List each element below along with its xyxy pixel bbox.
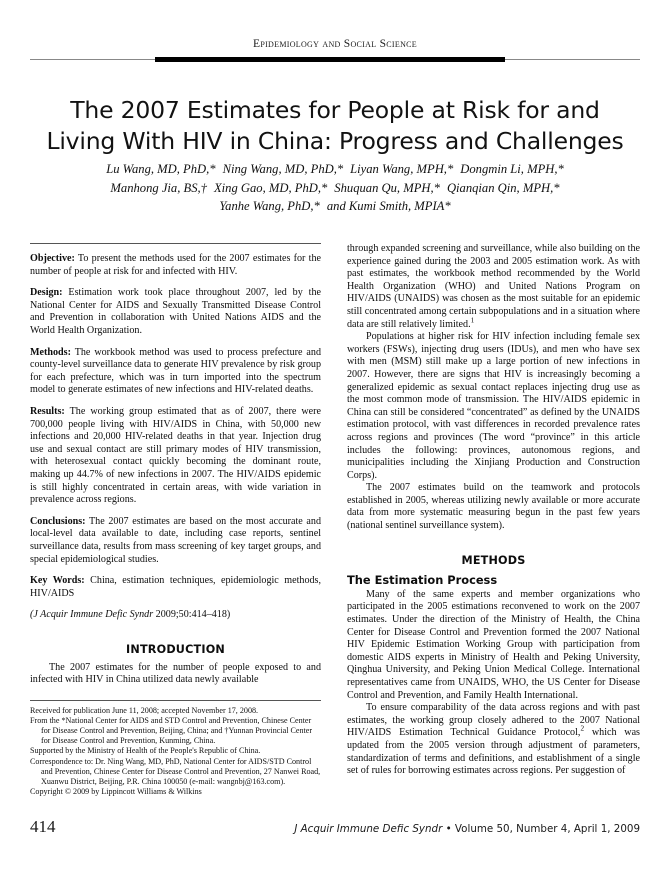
abstract-results-label: Results: — [30, 406, 65, 418]
article-citation — [30, 609, 321, 622]
right-column — [347, 243, 640, 778]
abstract-design-label: Design: — [30, 287, 63, 299]
citation-journal: (J Acquir Immune Defic Syndr — [30, 609, 154, 621]
abstract-objective — [30, 253, 321, 278]
right-paragraph-continuation — [347, 243, 640, 331]
abstract-objective-text: To present the methods used for the 2007 estimates for the number of people at risk for and infected with HIV. — [30, 253, 321, 277]
running-head: Epidemiology and Social Science — [253, 38, 417, 50]
abstract-objective-label: Objective: — [30, 253, 75, 265]
abstract-methods-text: The workbook method was used to process prefecture and county-level surveillance data to generate HIV prevalence by risk group for each prefecture, which was in turn imported into the spectrum model to generate estimates of new infections and HIV-related deaths. — [30, 346, 322, 396]
right-paragraph-4: Many of the same experts and member organizations who participated in the 2005 estimations reconvened to work on the 2007 estimates. Under the direction of the Ministry of Health, the China Center for Disease Control and Prevention formed the 2007 National HIV Epidemic Estimation Working Group with participation from domestic AIDS experts in Ministry of Health and Peking University, Qinghua University, and Peking Union Medical College. International representatives came from UNAIDS, WHO, the US Center for Disease Control and Prevention, and Family Health International. — [347, 588, 640, 701]
author: Dongmin Li, MPH,* — [460, 162, 564, 176]
abstract-methods — [30, 347, 321, 397]
left-column — [30, 243, 321, 687]
subsection-heading-estimation-process: The Estimation Process — [347, 573, 498, 588]
footnote-rule — [30, 700, 321, 701]
author: Shuquan Qu, MPH,* — [334, 180, 440, 195]
footnote-affiliation: From the *National Center for AIDS and STD Control and Prevention, Chinese Center for Disease Control and Prevention, Beijing, China; and †Yunnan Provincial Center for Disease Control and Prevention, Kunming, China. — [30, 716, 313, 746]
footnote-copyright: Copyright © 2009 by Lippincott Williams & Wilkins — [30, 786, 202, 796]
author: Yanhe Wang, PhD,* — [219, 199, 320, 213]
author-list — [48, 160, 622, 216]
author: Qianqian Qin, MPH,* — [446, 180, 560, 195]
right-paragraph-5-part-a: To ensure comparability of the data across regions and with past estimates, the working group closely adhered to the 2007 National HIV/AIDS Estimation Technical Guidance Protocol, — [347, 702, 640, 739]
author: Liyan Wang, MPH,* — [350, 162, 454, 176]
footer-journal-name: J Acquir Immune Defic Syndr — [294, 823, 443, 835]
right-paragraph-5-part-b: which was updated from the 2005 version through adjustment of parameters, standardization of terms and definitions, and establishment of a single set of rules for borrowing estimates across regions. Per suggestion of — [347, 727, 640, 777]
abstract-conclusions-text: The 2007 estimates are based on the most accurate and local-level data available to date, including case reports, sentinel surveillance data, results from mass screening of key target groups, and special epidemiological studies. — [30, 515, 321, 565]
abstract-methods-label: Methods: — [30, 346, 71, 358]
abstract-results — [30, 406, 321, 507]
abstract-results-text: The working group estimated that as of 2007, there were 700,000 people living with HIV/AIDS in China, with 50,000 new infections and 20,000 HIV-related deaths in that year. Injection drug use and sexual contact are still primary modes of HIV transmission, with heterosexual contact quickly becoming the dominant route, making up 44.7% of new infections in 2007. The HIV/AIDS epidemic is still highly concentrated in certain areas, with wide variation in prevalence across regions. — [30, 406, 321, 506]
header-rule-thick — [155, 57, 505, 62]
reference-marker-2: 2 — [580, 725, 585, 734]
author: Ning Wang, MD, PhD,* — [222, 162, 344, 176]
reference-marker-1: 1 — [470, 316, 475, 325]
page-number: 414 — [30, 817, 56, 836]
right-paragraph-3: The 2007 estimates build on the teamwork and protocols established in 2005, whereas utilizing newly available or more accurate data from more systematic measuring begun in the past few years (national sentinel surveillance system). — [347, 482, 640, 532]
author: Manhong Jia, BS,† — [110, 180, 207, 195]
abstract-conclusions — [30, 516, 321, 566]
author: and Kumi Smith, MPIA* — [326, 199, 451, 213]
footnote-correspondence: Correspondence to: Dr. Ning Wang, MD, PhD, National Center for AIDS/STD Control and Prevention, Chinese Center for Disease Control and Prevention, 27 Nanwei Road, Xuanwu District, Beijing, P.R. China 100050 (e-mail: wangnbj@163.com). — [30, 756, 321, 786]
footnote-block — [30, 700, 321, 797]
footer-citation — [294, 823, 640, 835]
abstract-keywords-label: Key Words: — [30, 575, 85, 587]
section-heading-introduction: INTRODUCTION — [126, 642, 225, 656]
author: Xing Gao, MD, PhD,* — [213, 180, 328, 195]
right-paragraph-2: Populations at higher risk for HIV infection including female sex workers (FSWs), injecting drug users (IDUs), and men who have sex with men (MSM) still make up a large portion of new infections in 2007. However, there are signs that HIV is increasingly becoming a generalized epidemic as sexual contact replaces injecting drug use as the most common mode of transmission. The HIV/AIDS epidemic in China can still be considered “concentrated” as defined by the UNAIDS estimation protocol, with vast differences in recorded prevalence rates across regions and provinces (The word “province” in this article includes the following: provinces, autonomous regions, and municipalities including the Xinjiang Production and Construction Corps). — [347, 331, 640, 481]
right-paragraph-5 — [347, 702, 640, 778]
header-rule — [30, 57, 640, 63]
abstract-keywords — [30, 575, 321, 600]
footnote-received: Received for publication June 11, 2008; accepted November 17, 2008. — [30, 706, 259, 716]
section-heading-methods: METHODS — [461, 553, 526, 567]
introduction-paragraph: The 2007 estimates for the number of people exposed to and infected with HIV in China utilized data newly available — [30, 661, 321, 686]
footer-volume-info: • Volume 50, Number 4, April 1, 2009 — [442, 823, 640, 835]
article-title: The 2007 Estimates for People at Risk for and Living With HIV in China: Progress and Challenges — [46, 96, 624, 155]
right-paragraph-continuation-text: through expanded screening and surveillance, while also building on the experience gained during the 2003 and 2005 estimation work. As with past estimates, the workbook method recommended by the World Health Organization (WHO) and United Nations Program on HIV/AIDS (UNAIDS) was chosen as the most suitable for an epidemic still concentrated among certain subpopulations and in a situation where data are still relatively limited. — [347, 243, 640, 330]
author: Lu Wang, MD, PhD,* — [106, 162, 216, 176]
abstract-design — [30, 287, 321, 337]
footnote-support: Supported by the Ministry of Health of the People's Republic of China. — [30, 746, 261, 756]
abstract-design-text: Estimation work took place throughout 2007, led by the National Center for AIDS and Sexually Transmitted Disease Control and Prevention in collaboration with United Nations AIDS and the World Health Organization. — [30, 287, 321, 337]
citation-detail: 2009;50:414–418) — [153, 609, 231, 621]
abstract-conclusions-label: Conclusions: — [30, 515, 86, 527]
abstract-top-rule — [30, 243, 321, 244]
abstract-keywords-text: China, estimation techniques, epidemiologic methods, HIV/AIDS — [30, 575, 322, 599]
